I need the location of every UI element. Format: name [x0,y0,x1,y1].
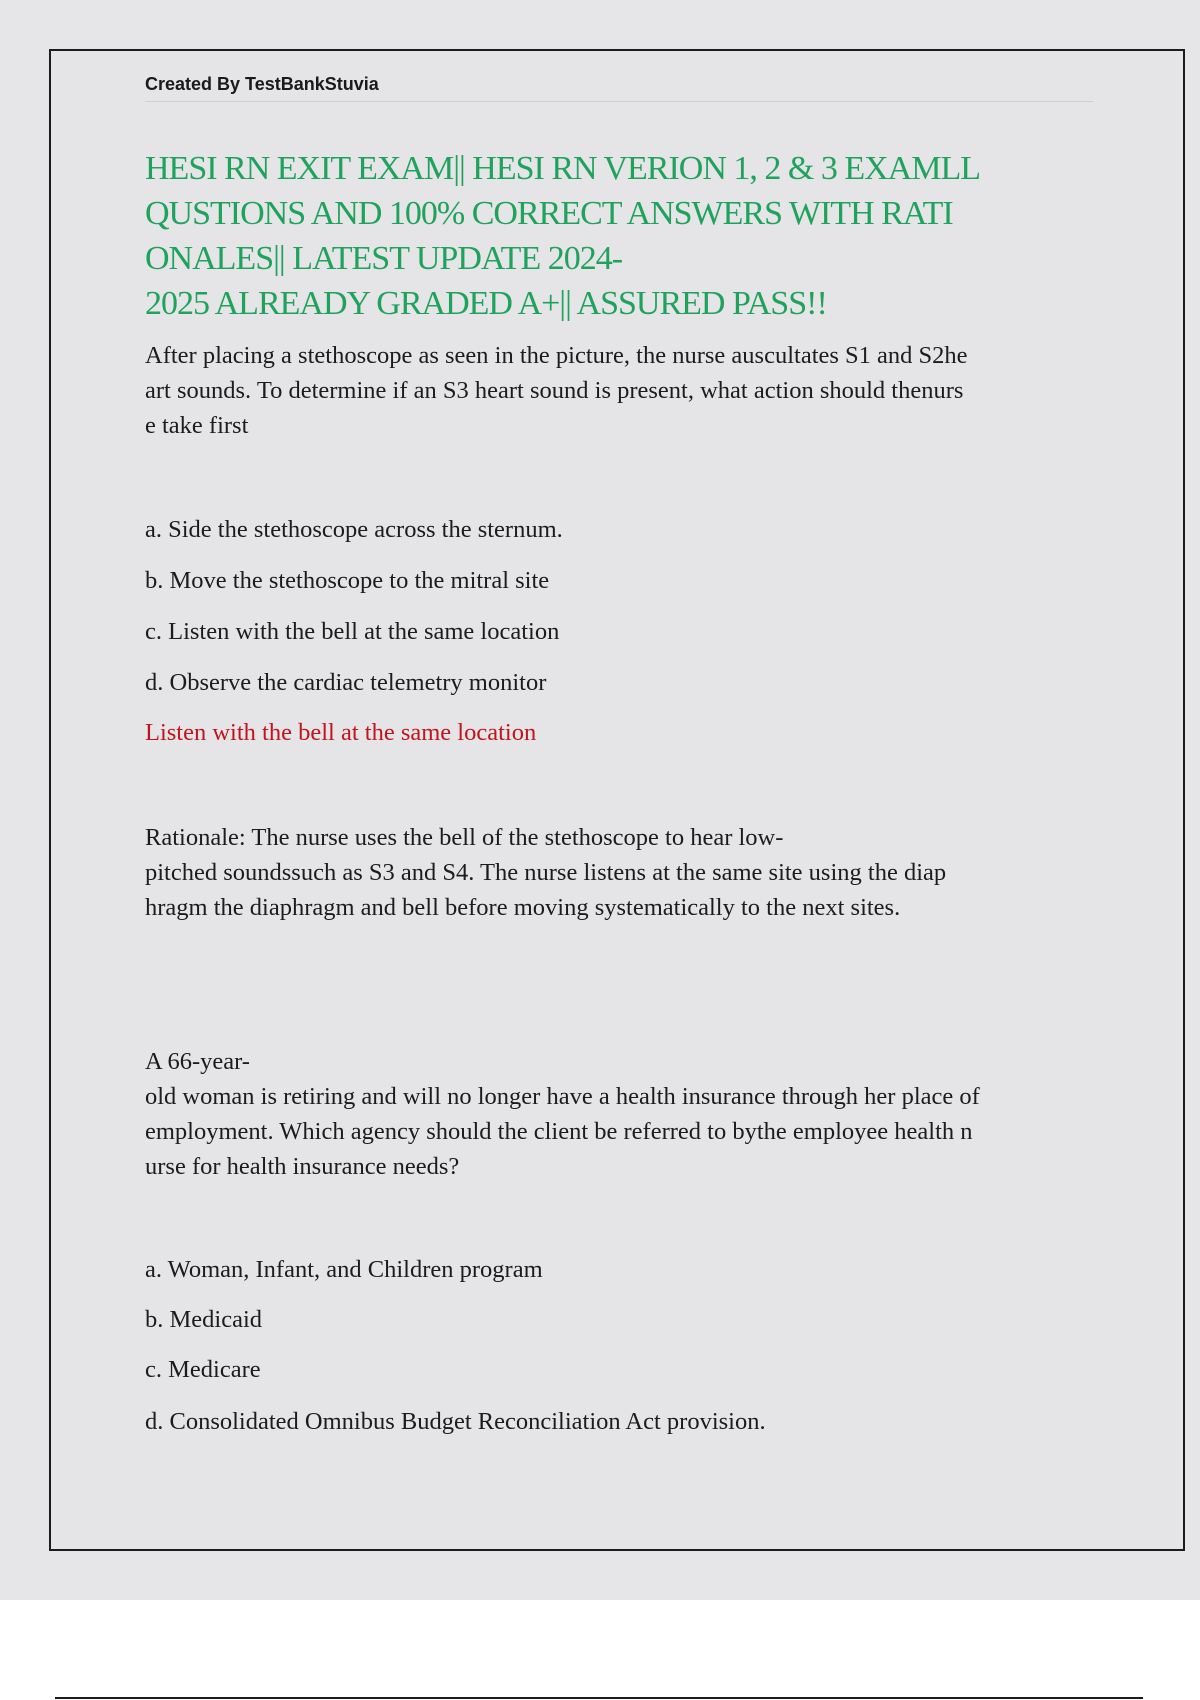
question-2-stem-line: urse for health insurance needs? [145,1153,460,1180]
question-1-stem [145,338,1095,443]
question-1-stem-line: art sounds. To determine if an S3 heart sound is present, what action should thenurs [145,377,964,404]
question-2-stem [145,1044,1095,1184]
rationale-line: pitched soundssuch as S3 and S4. The nurse listens at the same site using the diap [145,859,947,886]
question-1-correct-answer: Listen with the bell at the same location [145,719,537,746]
question-2-option-a: a. Woman, Infant, and Children program [145,1256,543,1283]
question-1-option-c: c. Listen with the bell at the same location [145,618,560,645]
rationale-line: Rationale: The nurse uses the bell of the stethoscope to hear low- [145,824,784,851]
question-2-option-c: c. Medicare [145,1356,261,1383]
rationale-line: hragm the diaphragm and bell before moving systematically to the next sites. [145,894,901,921]
title-line: ONALES|| LATEST UPDATE 2024- [145,240,623,277]
question-2-option-b: b. Medicaid [145,1306,263,1333]
question-1-option-a: a. Side the stethoscope across the sternum. [145,516,563,543]
question-1-option-d: d. Observe the cardiac telemetry monitor [145,669,547,696]
next-page-top-rule [55,1697,1143,1699]
document-title [145,146,1095,326]
header-credit: Created By TestBankStuvia [145,74,1093,102]
question-2-stem-line: employment. Which agency should the client be referred to bythe employee health n [145,1118,973,1145]
title-line: 2025 ALREADY GRADED A+|| ASSURED PASS!! [145,285,827,322]
question-1-stem-line: e take first [145,412,249,439]
question-1-rationale [145,820,1095,925]
question-1-option-b: b. Move the stethoscope to the mitral site [145,567,550,594]
question-2-option-d: d. Consolidated Omnibus Budget Reconciliation Act provision. [145,1408,766,1435]
title-line: QUSTIONS AND 100% CORRECT ANSWERS WITH RATI [145,195,953,232]
question-2-stem-line: A 66-year- [145,1048,250,1075]
question-1-stem-line: After placing a stethoscope as seen in the picture, the nurse auscultates S1 and S2he [145,342,968,369]
title-line: HESI RN EXIT EXAM|| HESI RN VERION 1, 2 & 3 EXAMLL [145,150,980,187]
question-2-stem-line: old woman is retiring and will no longer have a health insurance through her place of [145,1083,980,1110]
